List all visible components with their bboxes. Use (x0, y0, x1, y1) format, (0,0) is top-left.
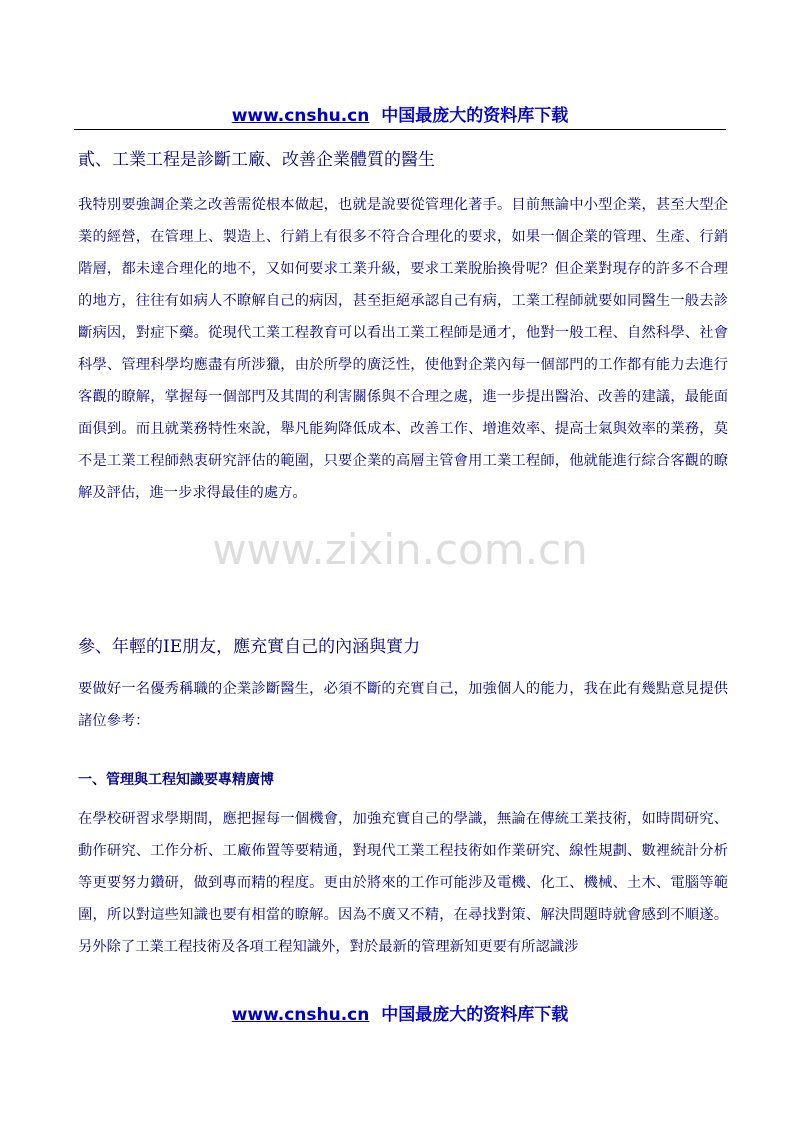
subsection-1-heading: 一、管理與工程知識要專精廣博 (78, 772, 274, 788)
section-3-heading: 參、年輕的IE朋友，應充實自己的內涵與實力 (78, 637, 421, 657)
header-slogan: 中国最庞大的资料库下载 (381, 106, 569, 126)
section-3-intro: 要做好一名優秀稱職的企業診斷醫生，必須不斷的充實自己，加強個人的能力，我在此有幾點意見提供諸位參考： (78, 681, 728, 729)
subsection-1-body: 在學校研習求學期間，應把握每一個機會，加強充實自己的學識，無論在傳統工業技術，如時間研究、動作研究、工作分析、工廠佈置等要精通，對現代工業工程技術如作業研究、線性規劃、數裡統計分析等更要努力鑽研，做到專而精的程度。更由於將來的工作可能涉及電機、化工、機械、土木、電腦等範圍，所以對這些知識也要有相當的瞭解。因為不廣又不精，在尋找對策、解決問題時就會感到不順遂。另外除了工業工程技術及各項工程知識外，對於最新的管理新知更要有所認識涉 (78, 811, 728, 955)
section-2-heading: 貳、工業工程是診斷工廠、改善企業體質的醫生 (78, 150, 435, 170)
footer-site-link[interactable]: www.cnshu.cn (231, 1005, 370, 1025)
watermark: www.zixin.com.cn (212, 525, 588, 574)
page-footer (0, 1005, 800, 1025)
footer-slogan: 中国最庞大的资料库下载 (381, 1005, 569, 1025)
header-rule (74, 129, 726, 130)
section-2-body: 我特別要強調企業之改善需從根本做起，也就是說要從管理化著手。目前無論中小型企業，甚至大型企業的經營，在管理上、製造上、行銷上有很多不符合合理化的要求，如果一個企業的管理、生產、行銷階層，都未達合理化的地不，又如何要求工業升級，要求工業脫胎換骨呢？但企業對現存的許多不合理的地方，往往有如病人不瞭解自己的病因，甚至拒絕承認自己有病，工業工程師就要如同醫生一般去診斷病因，對症下藥。從現代工業工程教育可以看出工業工程師是通才，他對一般工程、自然科學、社會科學、管理科學均應盡有所涉獵，由於所學的廣泛性，使他對企業內每一個部門的工作都有能力去進行客觀的瞭解，掌握每一個部門及其間的利害關係與不合理之處，進一步提出醫治、改善的建議，最能面面俱到。而且就業務特性來說，舉凡能夠降低成本、改善工作、增進效率、提高士氣與效率的業務，莫不是工業工程師熱衷研究評估的範圍，只要企業的高層主管會用工業工程師，他就能進行綜合客觀的瞭解及評估，進一步求得最佳的處方。 (78, 197, 728, 501)
page-header (0, 106, 800, 126)
header-site-link[interactable]: www.cnshu.cn (231, 106, 370, 126)
